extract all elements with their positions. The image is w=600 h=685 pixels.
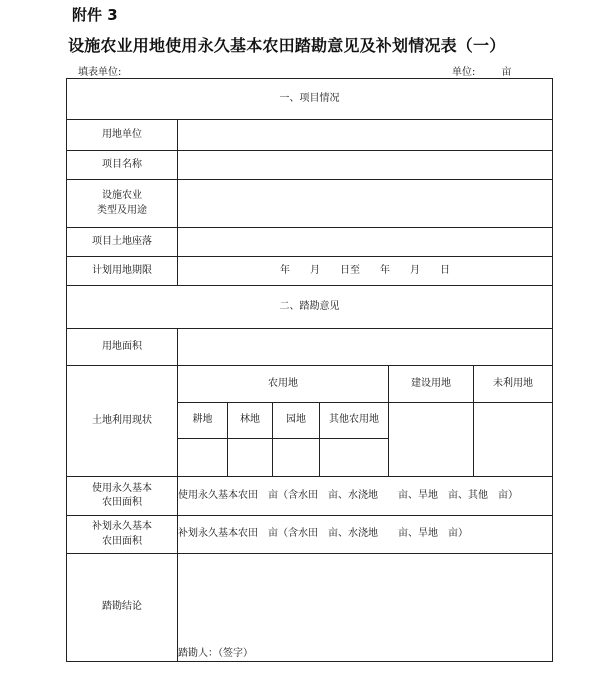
unit-indicator [452,63,511,78]
facility-type-field[interactable] [178,180,553,228]
forest-land-field[interactable] [228,439,273,477]
supplement-basic-farmland-label [67,516,178,554]
supplement-basic-farmland-label-line2: 农田面积 [102,535,142,547]
agri-land-header: 农用地 [178,366,389,403]
use-basic-farmland-label-line1: 使用永久基本 [92,482,152,494]
annex-label: 附件 3 [72,6,118,24]
section-inspection-heading: 二、踏勘意见 [67,286,553,329]
cultivated-land-field[interactable] [178,439,228,477]
location-label: 项目土地座落 [67,228,178,257]
unit-value: 亩 [501,67,512,78]
facility-type-label-line2: 类型及用途 [97,204,147,216]
unit-label: 单位: [452,67,476,78]
filling-unit-label: 填表单位: [78,67,122,78]
inspection-form-table [66,78,553,662]
area-label: 用地面积 [67,329,178,366]
project-name-field[interactable] [178,151,553,180]
use-basic-farmland-field[interactable]: 使用永久基本农田 亩（含水田 亩、水浇地 亩、旱地 亩、其他 亩） [178,477,553,516]
cultivated-land-header: 耕地 [178,403,228,439]
use-basic-farmland-label-line2: 农田面积 [102,497,142,508]
inspection-conclusion-label: 踏勘结论 [67,554,178,662]
inspection-conclusion-field[interactable] [178,554,553,662]
location-field[interactable] [178,228,553,257]
land-user-field[interactable] [178,120,553,151]
project-name-label: 项目名称 [67,151,178,180]
facility-type-label [67,180,178,228]
unused-land-header: 未利用地 [474,366,553,403]
other-agri-land-header: 其他农用地 [320,403,389,439]
area-field[interactable] [178,329,553,366]
period-label: 计划用地期限 [67,257,178,286]
section-project-info-heading: 一、项目情况 [67,79,553,120]
forest-land-header: 林地 [228,403,273,439]
form-title: 设施农业用地使用永久基本农田踏勘意见及补划情况表（一） [68,36,506,55]
garden-land-header: 园地 [273,403,320,439]
construction-land-header: 建设用地 [389,366,474,403]
land-status-label: 土地利用现状 [67,366,178,477]
facility-type-label-line1: 设施农业 [102,190,142,201]
inspector-signature-label: 踏勘人：（签字） [178,647,253,659]
other-agri-land-field[interactable] [320,439,389,477]
use-basic-farmland-label [67,477,178,516]
supplement-basic-farmland-label-line1: 补划永久基本 [92,521,152,532]
land-user-label: 用地单位 [67,120,178,151]
period-field[interactable]: 年 月 日至 年 月 日 [178,257,553,286]
construction-land-field[interactable] [389,403,474,477]
supplement-basic-farmland-field[interactable]: 补划永久基本农田 亩（含水田 亩、水浇地 亩、旱地 亩） [178,516,553,554]
garden-land-field[interactable] [273,439,320,477]
unused-land-field[interactable] [474,403,553,477]
